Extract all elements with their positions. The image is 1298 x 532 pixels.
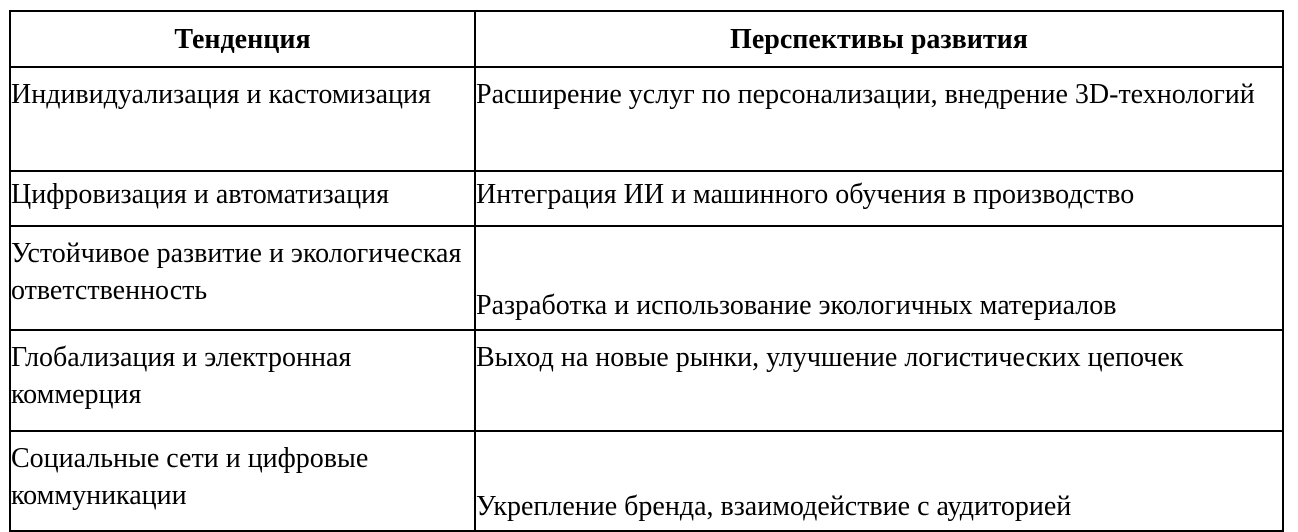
trend-text: Социальные сети и цифровые коммуникации [11, 443, 369, 511]
table-row [10, 431, 1283, 531]
table-row [10, 226, 1283, 330]
trend-cell [10, 226, 475, 330]
trends-table [9, 10, 1284, 532]
trend-cell [10, 171, 475, 226]
table-row [10, 67, 1283, 171]
table-header-row [10, 11, 1283, 67]
trend-text: Индивидуализация и кастомизация [11, 79, 431, 110]
trend-text: Цифровизация и автоматизация [11, 179, 389, 210]
trend-text: Глобализация и электронная коммерция [11, 342, 352, 410]
document-area [9, 10, 1284, 532]
prospects-cell [475, 171, 1283, 226]
prospects-text: Расширение услуг по персонализации, внедрение 3D-технологий [476, 79, 1255, 110]
prospects-cell [475, 330, 1283, 431]
header-trend: Тенденция [10, 11, 475, 67]
prospects-cell [475, 226, 1283, 330]
table-row [10, 330, 1283, 431]
trend-cell [10, 67, 475, 171]
prospects-text: Выход на новые рынки, улучшение логистических цепочек [476, 342, 1184, 373]
prospects-cell [475, 431, 1283, 531]
prospects-text: Укрепление бренда, взаимодействие с аудиторией [476, 491, 1072, 522]
table-row [10, 171, 1283, 226]
trend-cell [10, 330, 475, 431]
prospects-cell [475, 67, 1283, 171]
prospects-text: Интеграция ИИ и машинного обучения в производство [476, 179, 1135, 210]
prospects-text: Разработка и использование экологичных материалов [476, 290, 1117, 321]
trend-text: Устойчивое развитие и экологическая ответственность [11, 238, 462, 306]
header-prospects: Перспективы развития [475, 11, 1283, 67]
trend-cell [10, 431, 475, 531]
